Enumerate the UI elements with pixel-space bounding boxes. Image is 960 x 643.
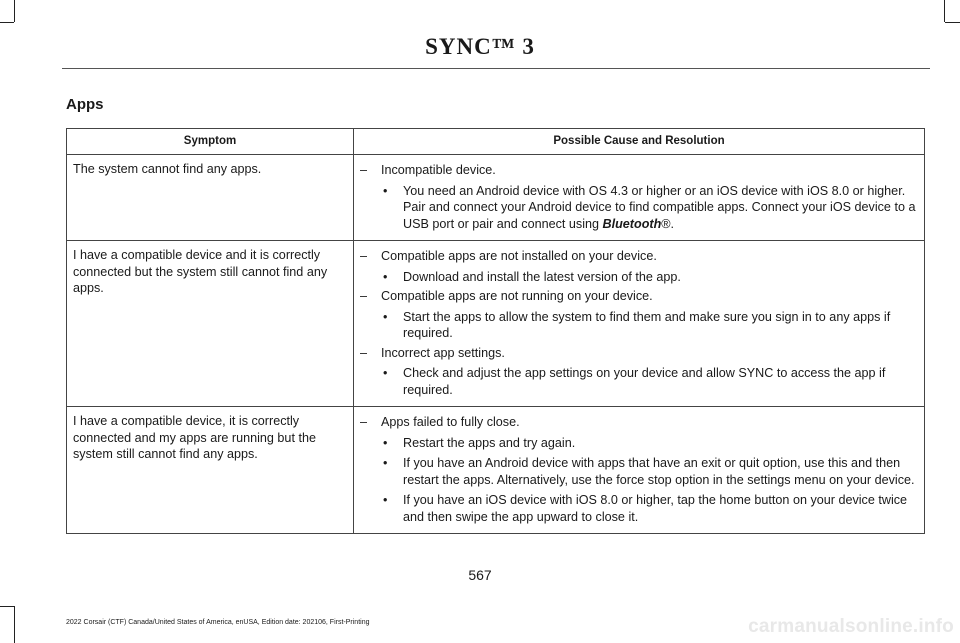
bullet-text: Restart the apps and try again. [403, 435, 576, 450]
resolution-bullet [360, 309, 921, 342]
resolution-bullet [360, 269, 921, 286]
dash-marker: – [360, 289, 368, 303]
resolution-bullet [360, 435, 921, 452]
crop-mark [14, 0, 15, 22]
bullet-marker: • [383, 269, 388, 284]
resolution-cell [354, 155, 925, 241]
header-divider [62, 68, 930, 69]
resolution-bullet [360, 365, 921, 398]
bullet-marker: • [383, 366, 388, 380]
crop-mark [945, 22, 960, 23]
resolution-bullet [360, 455, 921, 488]
symptom-cell: I have a compatible device, it is correctly connected and my apps are running but the system still cannot find any apps. [67, 407, 354, 534]
resolution-bullet [360, 492, 921, 525]
dash-marker: – [360, 415, 368, 429]
cause-item [360, 162, 921, 179]
crop-mark [14, 606, 15, 643]
bullet-text-part: ®. [661, 216, 675, 231]
table-row [67, 241, 925, 407]
bullet-text-part: You need an Android device with OS 4.3 or higher or an iOS device with iOS 8.0 or higher. Pair and connect your Android device to find compatible apps. Connect your iOS device to a USB port or pair and connect using [403, 183, 916, 231]
bullet-text: Start the apps to allow the system to find them and make sure you sign in to any apps if required. [403, 309, 891, 340]
cause-item [360, 414, 921, 431]
bullet-marker: • [383, 435, 388, 450]
cause-text: Incompatible device. [381, 163, 496, 177]
resolution-cell [354, 407, 925, 534]
crop-mark [0, 606, 14, 607]
crop-mark [944, 0, 945, 22]
page-header-title: SYNC™ 3 [425, 34, 535, 59]
bullet-text: Download and install the latest version of the app. [403, 269, 681, 284]
column-header-symptom: Symptom [67, 129, 354, 155]
resolution-bullet [360, 183, 921, 233]
bullet-marker: • [383, 456, 388, 470]
footer-edition-text: 2022 Corsair (CTF) Canada/United States of America, enUSA, Edition date: 202106, First-Printing [66, 619, 370, 626]
table-row [67, 155, 925, 241]
symptom-cell: I have a compatible device and it is correctly connected but the system still cannot find any apps. [67, 241, 354, 407]
cause-item [360, 288, 921, 305]
dash-marker: – [360, 249, 368, 263]
table-header-row [67, 129, 925, 155]
bullet-text: If you have an Android device with apps that have an exit or quit option, use this and then restart the apps. Alternatively, use the force stop option in the settings menu on your device. [403, 456, 915, 487]
cause-item [360, 248, 921, 265]
symptom-cell: The system cannot find any apps. [67, 155, 354, 241]
bullet-text: If you have an iOS device with iOS 8.0 or higher, tap the home button on your device twice and then swipe the app upward to close it. [403, 493, 908, 524]
cause-item [360, 345, 921, 362]
bullet-marker: • [383, 493, 388, 507]
bullet-marker: • [383, 309, 388, 324]
watermark: carmanualsonline.info [748, 616, 954, 637]
troubleshooting-table [66, 128, 925, 534]
cause-text: Compatible apps are not running on your device. [381, 289, 653, 303]
bluetooth-brand: Bluetooth [602, 216, 662, 231]
bullet-marker: • [383, 183, 388, 198]
dash-marker: – [360, 345, 368, 360]
dash-marker: – [360, 163, 368, 177]
column-header-cause: Possible Cause and Resolution [354, 129, 925, 155]
bullet-text [403, 183, 921, 233]
page-number: 567 [468, 567, 492, 583]
cause-text: Apps failed to fully close. [381, 415, 520, 429]
cause-text: Compatible apps are not installed on your device. [381, 249, 657, 263]
crop-mark [0, 22, 14, 23]
resolution-cell [354, 241, 925, 407]
cause-text: Incorrect app settings. [381, 345, 505, 360]
section-title: Apps [66, 96, 104, 113]
bullet-text: Check and adjust the app settings on your device and allow SYNC to access the app if required. [403, 366, 886, 397]
table-row [67, 407, 925, 534]
